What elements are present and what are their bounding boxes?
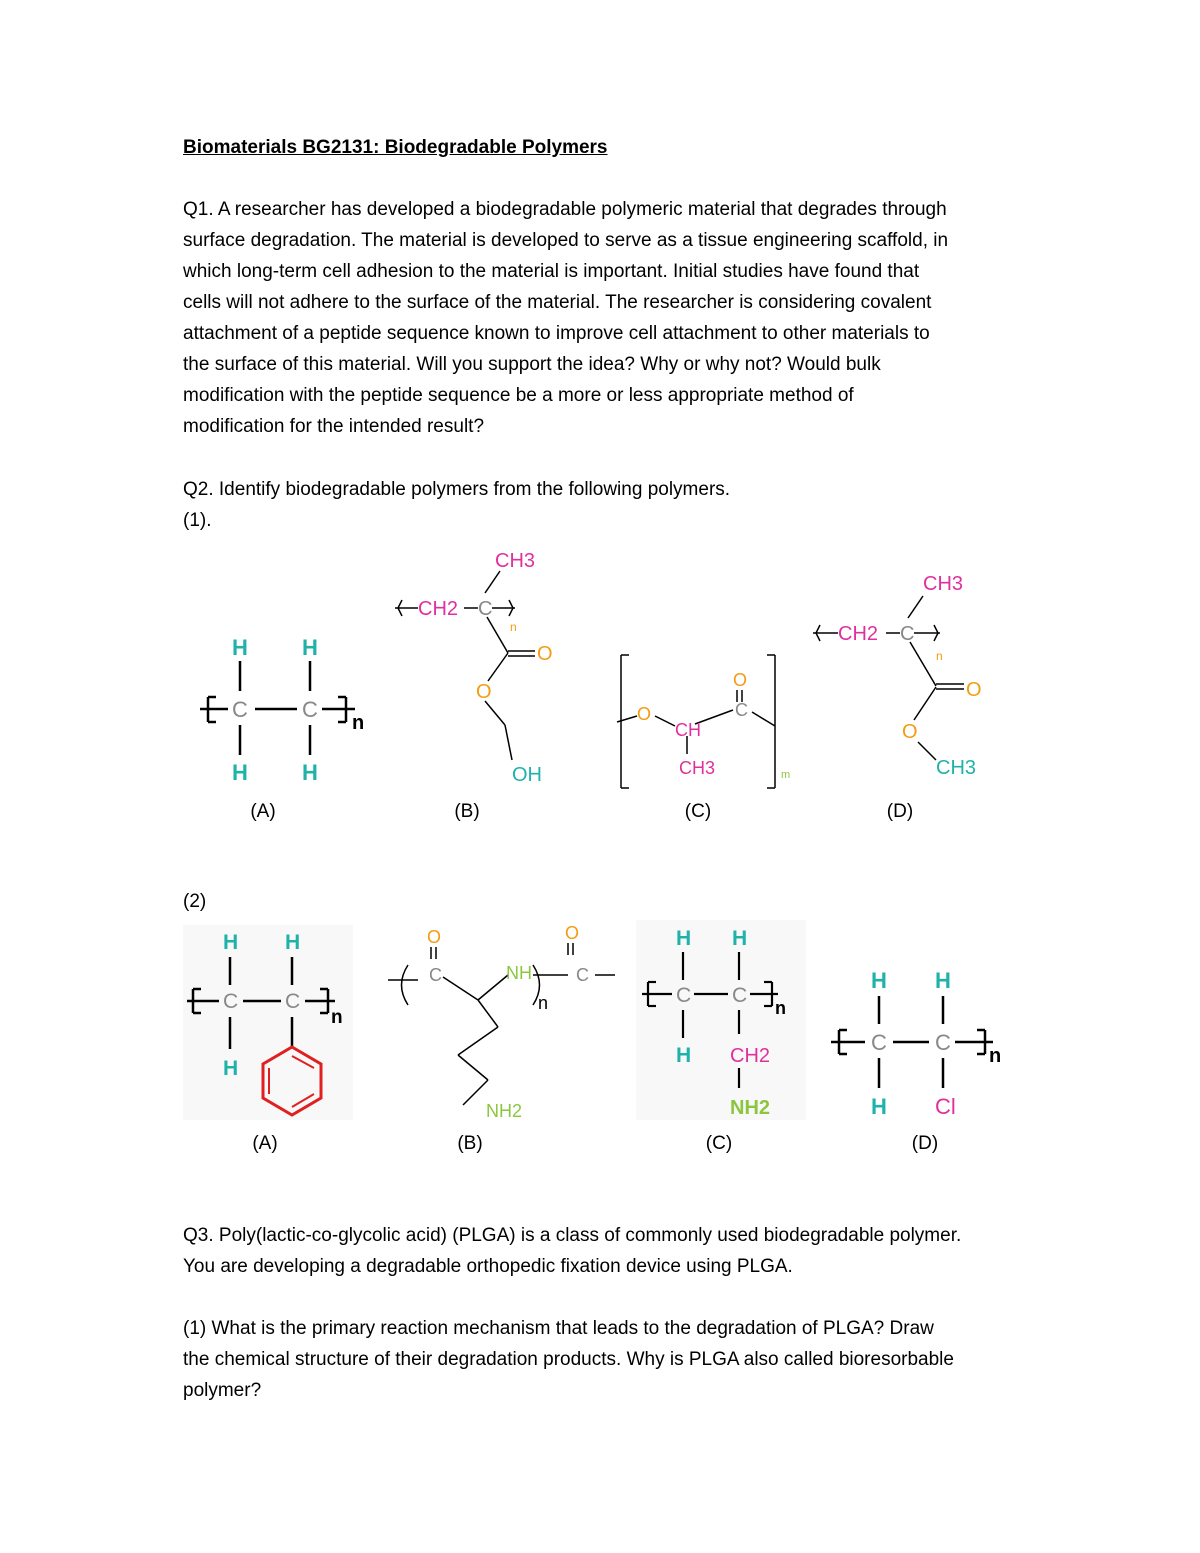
group-ch3: CH3 xyxy=(923,573,964,595)
group-oh: OH xyxy=(512,764,542,786)
q2-part1-label: (1). xyxy=(183,510,212,531)
atom-h: H xyxy=(676,1044,692,1067)
q1-line: modification for the intended result? xyxy=(183,416,485,437)
group-ch2: CH2 xyxy=(838,623,879,645)
subscript-n: n xyxy=(352,712,365,734)
group-ch3: CH3 xyxy=(936,757,977,779)
q1-line: the surface of this material. Will you support the idea? Why or why not? Would bulk xyxy=(183,354,881,375)
q1-line: which long-term cell adhesion to the material is important. Initial studies have found that xyxy=(183,261,920,282)
atom-h: H xyxy=(302,635,318,660)
q2-intro: Q2. Identify biodegradable polymers from the following polymers. xyxy=(183,479,731,500)
atom-c: C xyxy=(223,990,239,1013)
group-nh2: NH2 xyxy=(486,1101,523,1121)
atom-c: C xyxy=(429,965,442,985)
atom-o: O xyxy=(966,679,982,701)
caption-1a: (A) xyxy=(250,801,276,822)
q1-line: attachment of a peptide sequence known to improve cell attachment to other materials to xyxy=(183,323,930,344)
atom-c: C xyxy=(935,1030,951,1055)
atom-h: H xyxy=(676,927,692,950)
atom-h: H xyxy=(302,760,318,785)
structure-1a-polyethylene xyxy=(190,625,380,790)
atom-h: H xyxy=(935,968,951,993)
document-title: Biomaterials BG2131: Biodegradable Polymers xyxy=(183,137,608,158)
atom-h: H xyxy=(285,931,301,954)
atom-h: H xyxy=(871,968,887,993)
atom-c: C xyxy=(871,1030,887,1055)
q1-line: cells will not adhere to the surface of the material. The researcher is considering covalent xyxy=(183,292,932,313)
group-nh2: NH2 xyxy=(730,1097,771,1119)
group-ch2: CH2 xyxy=(730,1045,771,1067)
q3-sub1-line: the chemical structure of their degradation products. Why is PLGA also called bioresorbable xyxy=(183,1349,954,1370)
atom-c: C xyxy=(302,697,318,722)
caption-1d: (D) xyxy=(886,801,914,822)
structure-2d-pvc xyxy=(825,960,1010,1120)
question-1 xyxy=(183,194,1023,442)
atom-h: H xyxy=(732,927,748,950)
caption-1c: (C) xyxy=(684,801,712,822)
structure-2b-polylysine xyxy=(383,925,618,1120)
atom-c: C xyxy=(732,984,748,1007)
atom-h: H xyxy=(232,760,248,785)
group-ch3: CH3 xyxy=(495,550,536,572)
caption-2d: (D) xyxy=(911,1133,939,1154)
caption-2b: (B) xyxy=(457,1133,483,1154)
atom-o: O xyxy=(637,704,652,724)
atom-o: O xyxy=(733,670,748,690)
subscript-m: m xyxy=(781,769,791,781)
subscript-n: n xyxy=(775,998,786,1018)
atom-c: C xyxy=(576,965,589,985)
atom-h: H xyxy=(871,1094,887,1119)
question-3 xyxy=(183,1220,1023,1282)
subscript-n: n xyxy=(331,1007,343,1028)
subscript-n: n xyxy=(989,1045,1002,1067)
atom-c: C xyxy=(735,700,748,720)
atom-o: O xyxy=(565,923,580,943)
subscript-n: n xyxy=(538,993,549,1013)
caption-2c: (C) xyxy=(705,1133,733,1154)
atom-o: O xyxy=(537,643,553,665)
q3-line: You are developing a degradable orthopedic fixation device using PLGA. xyxy=(183,1256,793,1277)
q3-line: Q3. Poly(lactic-co-glycolic acid) (PLGA) is a class of commonly used biodegradable polymer. xyxy=(183,1225,962,1246)
atom-c: C xyxy=(676,984,692,1007)
group-ch2: CH2 xyxy=(418,598,459,620)
q1-line: surface degradation. The material is developed to serve as a tissue engineering scaffold, in xyxy=(183,230,949,251)
structure-2a-polystyrene xyxy=(183,925,353,1125)
group-ch3: CH3 xyxy=(679,758,716,778)
atom-h: H xyxy=(223,1057,239,1080)
atom-c: C xyxy=(900,623,915,645)
atom-o: O xyxy=(902,721,918,743)
q3-sub1-line: polymer? xyxy=(183,1380,262,1401)
structure-2c-polyallylamine xyxy=(636,920,806,1120)
atom-h: H xyxy=(223,931,239,954)
question-3-part-1 xyxy=(183,1313,1023,1406)
q1-line: modification with the peptide sequence be a more or less appropriate method of xyxy=(183,385,854,406)
atom-o: O xyxy=(427,927,442,947)
group-nh: NH xyxy=(506,963,532,983)
caption-1b: (B) xyxy=(454,801,480,822)
q3-sub1-line: (1) What is the primary reaction mechanism that leads to the degradation of PLGA? Draw xyxy=(183,1318,934,1339)
atom-cl: Cl xyxy=(935,1094,956,1119)
atom-o: O xyxy=(476,681,492,703)
group-ch: CH xyxy=(675,720,701,740)
structure-1c-pla xyxy=(615,650,795,790)
atom-c: C xyxy=(232,697,248,722)
q1-line: Q1. A researcher has developed a biodegradable polymeric material that degrades through xyxy=(183,199,947,220)
subscript-n: n xyxy=(510,620,517,634)
atom-c: C xyxy=(478,598,493,620)
atom-h: H xyxy=(232,635,248,660)
caption-2a: (A) xyxy=(252,1133,278,1154)
atom-c: C xyxy=(285,990,301,1013)
subscript-n: n xyxy=(936,649,943,663)
structure-1b-phema xyxy=(390,545,570,790)
q2-part2-label: (2) xyxy=(183,891,207,912)
structure-1d-pmma xyxy=(808,568,993,790)
